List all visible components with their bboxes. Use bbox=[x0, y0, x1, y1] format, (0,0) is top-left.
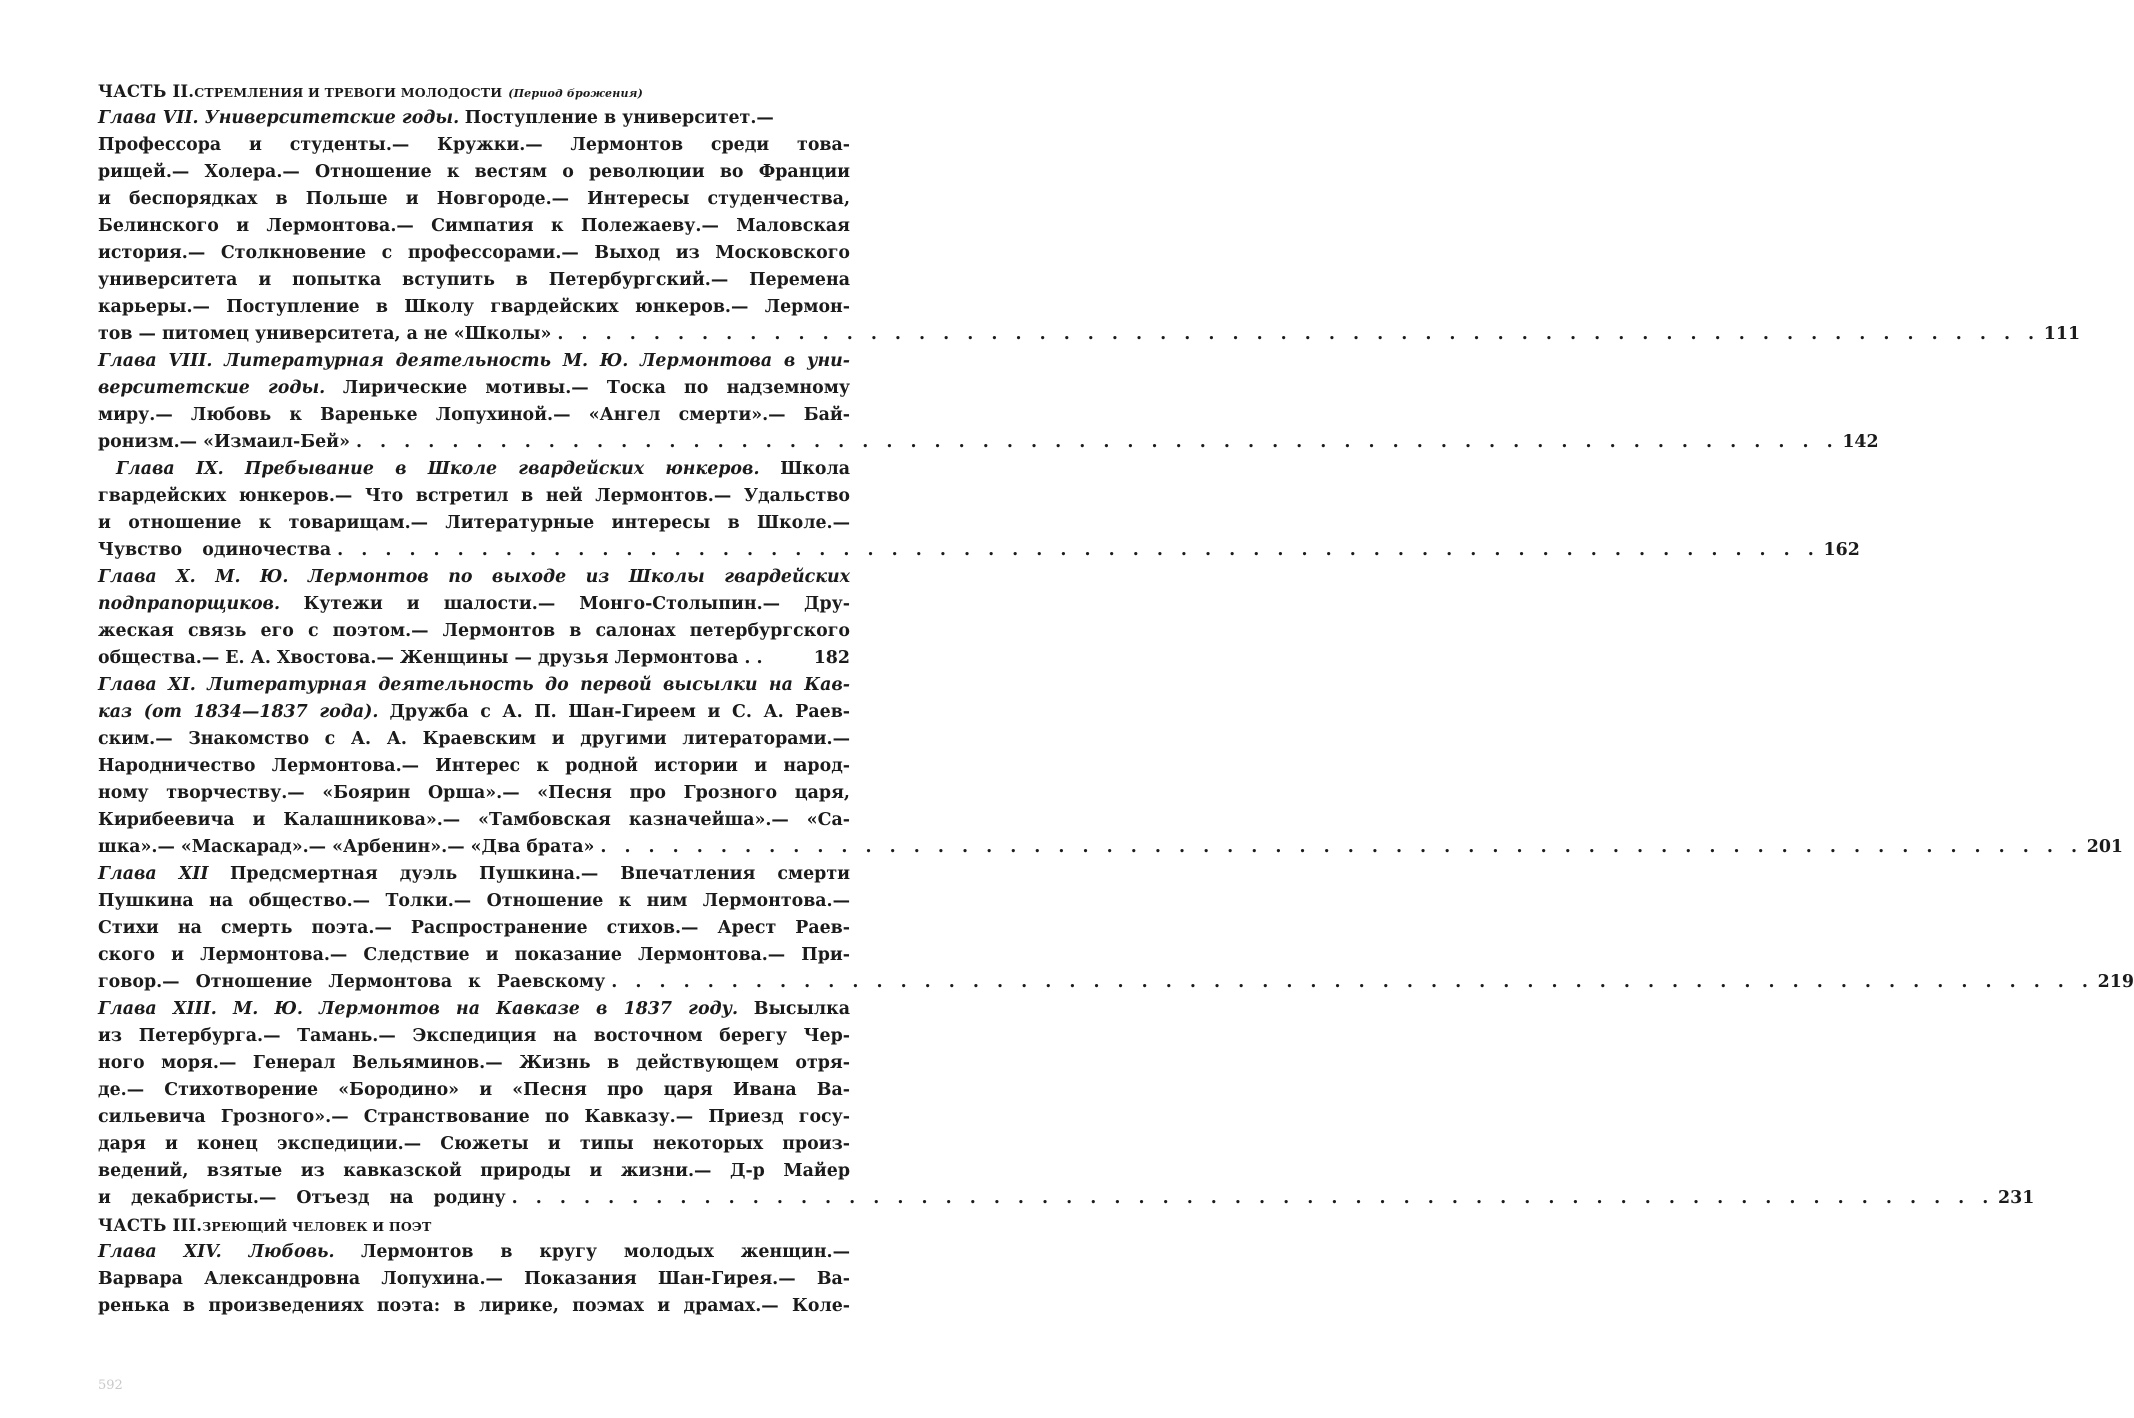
ch9-page-number: 162 bbox=[1823, 540, 1860, 560]
ch14-line: Варвара Александровна Лопухина.— Показания Шан-Гирея.— Ва- bbox=[98, 1269, 850, 1289]
ch11-line: каз (от 1834—1837 года). Дружба с А. П. Шан-Гиреем и С. А. Раев- bbox=[98, 702, 851, 722]
ch11-page-number: 201 bbox=[2086, 837, 2124, 857]
ch10-title-line: Глава X. М. Ю. Лермонтов по выходе из Школы гвардейских bbox=[98, 567, 850, 587]
ch7-line: университета и попытка вступить в Петербургский.— Перемена bbox=[98, 270, 850, 290]
leader-dots: . . . . . . . . . . . . . . . . . . . . . . . . . . . . . . . . . . . . . . . . . . . . . . . . . . . . . . . . . . . . . . bbox=[511, 1188, 1995, 1208]
part-2-title: СТРЕМЛЕНИЯ И ТРЕВОГИ МОЛОДОСТИ bbox=[194, 85, 503, 100]
ch13-line: ного моря.— Генерал Вельяминов.— Жизнь в действующем отря- bbox=[98, 1053, 850, 1073]
ch13-line: ведений, взятые из кавказской природы и жизни.— Д-р Майер bbox=[98, 1161, 850, 1181]
leader-dots: . . . . . . . . . . . . . . . . . . . . . . . . . . . . . . . . . . . . . . . . . . . . . . . . . . . . . . . . . . . . . . bbox=[355, 432, 1839, 452]
part-3-prefix: ЧАСТЬ III. bbox=[98, 1216, 203, 1235]
ch10-page-number: 182 bbox=[813, 648, 850, 668]
ch14-line: ренька в произведениях поэта: в лирике, поэмах и драмах.— Коле- bbox=[98, 1296, 850, 1316]
ch7-line: Профессора и студенты.— Кружки.— Лермонтов среди това- bbox=[98, 135, 850, 155]
ch8-page-number: 142 bbox=[1842, 432, 1879, 452]
ch7-line: рищей.— Холера.— Отношение к вестям о революции во Франции bbox=[98, 162, 850, 182]
part-3-heading bbox=[98, 1212, 850, 1239]
toc-entry-ch7-line-1: Глава VII. Университетские годы. Поступление в университет.— bbox=[98, 108, 774, 128]
ch10-last-line: общества.— Е. А. Хвостова.— Женщины — друзья Лермонтова . . 182 bbox=[98, 645, 850, 672]
ch11-line: ским.— Знакомство с А. А. Краевским и другими литераторами.— bbox=[98, 729, 850, 749]
ch7-last-line: тов — питомец университета, а не «Школы» . . . . . . . . . . . . . . . . . . . . . . . . . . . . . . . . . . . . . . . . . . . . . . . . . . . . . . . . . . . . . . 111 bbox=[98, 321, 850, 348]
part-2-subtitle: (Период брожения) bbox=[508, 87, 643, 100]
ch9-line: гвардейских юнкеров.— Что встретил в ней Лермонтов.— Удальство bbox=[98, 486, 850, 506]
ch12-line: Стихи на смерть поэта.— Распространение стихов.— Арест Раев- bbox=[98, 918, 850, 938]
ch7-line: карьеры.— Поступление в Школу гвардейских юнкеров.— Лермон- bbox=[98, 297, 850, 317]
ch7-page-number: 111 bbox=[2043, 324, 2081, 344]
ch12-page-number: 219 bbox=[2097, 972, 2134, 992]
ch9-last-line: Чувство одиночества . . . . . . . . . . . . . . . . . . . . . . . . . . . . . . . . . . . . . . . . . . . . . . . . . . . . . . . . . . . . . . 162 bbox=[98, 537, 850, 564]
ch9-title-line: Глава IX. Пребывание в Школе гвардейских юнкеров. Школа bbox=[116, 459, 850, 479]
ch11-line: ному творчеству.— «Боярин Орша».— «Песня про Грозного царя, bbox=[98, 783, 850, 803]
ch13-last-line: и декабристы.— Отъезд на родину . . . . . . . . . . . . . . . . . . . . . . . . . . . . . . . . . . . . . . . . . . . . . . . . . . . . . . . . . . . . . . 231 bbox=[98, 1185, 850, 1212]
ch8-line: миру.— Любовь к Вареньке Лопухиной.— «Ангел смерти».— Бай- bbox=[98, 405, 850, 425]
ch13-line: из Петербурга.— Тамань.— Экспедиция на восточном берегу Чер- bbox=[98, 1026, 850, 1046]
part-3-title: ЗРЕЮЩИЙ ЧЕЛОВЕК И ПОЭТ bbox=[202, 1219, 432, 1234]
ch13-line: де.— Стихотворение «Бородино» и «Песня про царя Ивана Ва- bbox=[98, 1080, 850, 1100]
ch13-line: даря и конец экспедиции.— Сюжеты и типы некоторых произ- bbox=[98, 1134, 850, 1154]
ch8-line: верситетские годы. Лирические мотивы.— Тоска по надземному bbox=[98, 378, 850, 398]
ch13-line: сильевича Грозного».— Странствование по Кавказу.— Приезд госу- bbox=[98, 1107, 850, 1127]
leader-dots: . . . . . . . . . . . . . . . . . . . . . . . . . . . . . . . . . . . . . . . . . . . . . . . . . . . . . . . . . . . . . . bbox=[611, 972, 2094, 992]
ch12-title-line: Глава XII Предсмертная дуэль Пушкина.— Впечатления смерти bbox=[98, 864, 851, 884]
part-2-heading bbox=[98, 78, 850, 105]
leader-dots: . . . . . . . . . . . . . . . . . . . . . . . . . . . . . . . . . . . . . . . . . . . . . . . . . . . . . . . . . . . . . . bbox=[557, 324, 2041, 344]
ch10-line: подпрапорщиков. Кутежи и шалости.— Монго-Столыпин.— Дру- bbox=[98, 594, 851, 614]
ch11-line: Кирибеевича и Калашникова».— «Тамбовская казначейша».— «Са- bbox=[98, 810, 850, 830]
ch7-line: Белинского и Лермонтова.— Симпатия к Полежаеву.— Маловская bbox=[98, 216, 850, 236]
ch8-last-line: ронизм.— «Измаил-Бей» . . . . . . . . . . . . . . . . . . . . . . . . . . . . . . . . . . . . . . . . . . . . . . . . . . . . . . . . . . . . . . 142 bbox=[98, 429, 850, 456]
ch12-line: Пушкина на общество.— Толки.— Отношение к ним Лермонтова.— bbox=[98, 891, 850, 911]
ch7-line: и беспорядках в Польше и Новгороде.— Интересы студенчества, bbox=[98, 189, 850, 209]
ch7-title: Глава VII. Университетские годы. bbox=[98, 108, 460, 128]
ch12-line: ского и Лермонтова.— Следствие и показание Лермонтова.— При- bbox=[98, 945, 850, 965]
part-2-prefix: ЧАСТЬ II. bbox=[98, 82, 195, 101]
ch8-title-line: Глава VIII. Литературная деятельность М. Ю. Лермонтова в уни- bbox=[98, 351, 850, 371]
leader-dots: . . . . . . . . . . . . . . . . . . . . . . . . . . . . . . . . . . . . . . . . . . . . . . . . . . . . . . . . . . . . . . bbox=[337, 540, 1820, 560]
ch12-last-line: говор.— Отношение Лермонтова к Раевскому . . . . . . . . . . . . . . . . . . . . . . . . . . . . . . . . . . . . . . . . . . . . . . . . . . . . . . . . . . . . . . 219 bbox=[98, 969, 850, 996]
leader-dots: . . . . . . . . . . . . . . . . . . . . . . . . . . . . . . . . . . . . . . . . . . . . . . . . . . . . . . . . . . . . . . bbox=[600, 837, 2084, 857]
ch7-line: история.— Столкновение с профессорами.— Выход из Московского bbox=[98, 243, 850, 263]
toc-page bbox=[98, 78, 2134, 1320]
ch10-line: жеская связь его с поэтом.— Лермонтов в салонах петербургского bbox=[98, 621, 850, 641]
ch9-line: и отношение к товарищам.— Литературные интересы в Школе.— bbox=[98, 513, 850, 533]
ch11-line: Народничество Лермонтова.— Интерес к родной истории и народ- bbox=[98, 756, 850, 776]
page-number-footer: 592 bbox=[98, 1378, 123, 1393]
ch14-title-line: Глава XIV. Любовь. Лермонтов в кругу молодых женщин.— bbox=[98, 1242, 850, 1262]
ch11-title-line: Глава XI. Литературная деятельность до первой высылки на Кав- bbox=[98, 675, 850, 695]
ch11-last-line: шка».— «Маскарад».— «Арбенин».— «Два брата» . . . . . . . . . . . . . . . . . . . . . . . . . . . . . . . . . . . . . . . . . . . . . . . . . . . . . . . . . . . . . . 201 bbox=[98, 834, 850, 861]
ch13-title-line: Глава XIII. М. Ю. Лермонтов на Кавказе в 1837 году. Высылка bbox=[98, 999, 850, 1019]
ch13-page-number: 231 bbox=[1998, 1188, 2035, 1208]
